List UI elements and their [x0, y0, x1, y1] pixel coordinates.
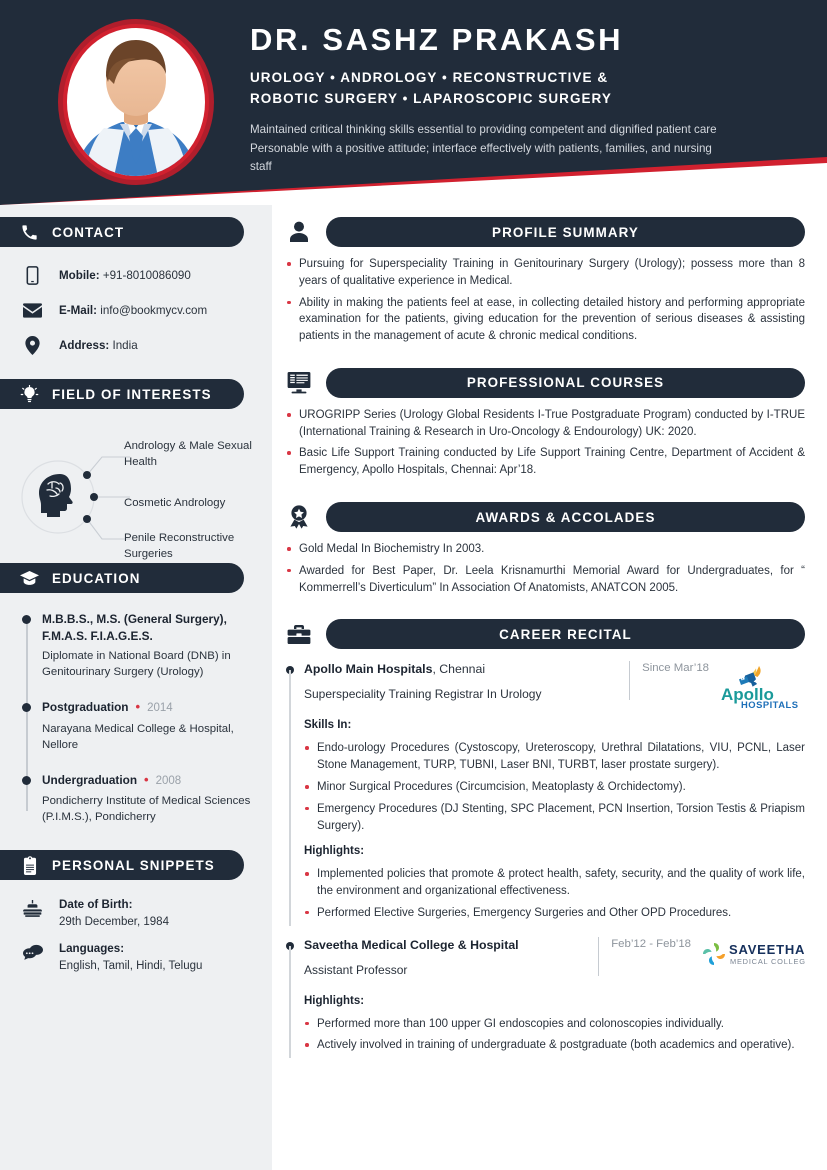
- briefcase-icon: [286, 621, 312, 647]
- career-entry: [286, 662, 805, 921]
- section-awards: [286, 502, 805, 532]
- personal-snippets-list: [22, 898, 272, 972]
- mobile-icon: [22, 266, 43, 285]
- header-summary: Maintained critical thinking skills essential to providing competent and dignified patient care Personable with a positive attitude; interface effectively with patients, families, and nursing staff: [250, 122, 717, 174]
- education-detail: Pondicherry Institute of Medical Sciences (P.I.M.S.), Pondicherry: [42, 794, 251, 824]
- education-item: [42, 699, 272, 752]
- career-entry-meta: [629, 661, 805, 714]
- monitor-document-icon: [286, 370, 312, 396]
- education-item: [42, 772, 272, 825]
- professional-courses-pill: [326, 368, 805, 398]
- dob-label: Date of Birth:: [59, 898, 133, 912]
- location-pin-icon: [22, 336, 43, 355]
- sidebar-contact-title: CONTACT: [52, 224, 125, 240]
- education-timeline: [22, 611, 272, 825]
- graduation-cap-icon: [20, 569, 39, 588]
- job-title: Assistant Professor: [304, 962, 408, 977]
- timeline-dot: [22, 615, 31, 624]
- dob-value: 29th December, 1984: [59, 916, 169, 929]
- clipboard-icon: [20, 856, 39, 875]
- employer-name: Apollo Main Hospitals, Chennai: [304, 662, 486, 677]
- awards-pill: [326, 502, 805, 532]
- career-recital-title: CAREER RECITAL: [499, 626, 632, 642]
- phone-icon: [20, 223, 39, 242]
- employer-name: Saveetha Medical College & Hospital: [304, 937, 519, 952]
- award-ribbon-icon: [286, 504, 312, 530]
- list-item: Minor Surgical Procedures (Circumcision, Meatoplasty & Orchidectomy).: [304, 779, 805, 796]
- body-columns: [0, 205, 827, 1170]
- brain-head-icon: [39, 474, 73, 517]
- timeline-dot: [22, 703, 31, 712]
- highlights-bullets: [304, 866, 805, 921]
- awards-bullets: [286, 541, 805, 596]
- list-item: Basic Life Support Training conducted by Life Support Training Centre, Department of Accident & Emergency, Apollo Hospitals, Chennai: Apr’18.: [286, 445, 805, 479]
- education-title: Postgraduation • 2014: [42, 699, 272, 716]
- list-item: Pursuing for Superspeciality Training in Genitourinary Surgery (Urology); possess more than 8 years of qualitative experience in Medical.: [286, 256, 805, 290]
- profile-summary-bullets: [286, 256, 805, 345]
- profile-summary-title: PROFILE SUMMARY: [492, 224, 639, 240]
- sidebar-section-contact: [0, 217, 244, 247]
- specialty-line-2: ROBOTIC SURGERY • LAPAROSCOPIC SURGERY: [250, 91, 612, 107]
- sidebar-interests-title: FIELD OF INTERESTS: [52, 386, 212, 402]
- sidebar-education-title: EDUCATION: [52, 570, 141, 586]
- list-item: Actively involved in training of undergraduate & postgraduate (both academics and operative).: [304, 1037, 805, 1054]
- awards-title: AWARDS & ACCOLADES: [475, 509, 656, 525]
- main-content: [272, 205, 827, 1170]
- resume-header: [0, 0, 827, 205]
- list-item: UROGRIPP Series (Urology Global Residents I-True Postgraduate Program) conducted by I-TRUE (International Training & Research in Uro-Oncology & Endourology) UK: 2020.: [286, 407, 805, 441]
- contact-row-mobile: [22, 266, 272, 285]
- education-year-separator: •: [144, 771, 149, 787]
- person-icon: [286, 219, 312, 245]
- education-detail: Diplomate in National Board (DNB) in Genitourinary Surgery (Urology): [42, 650, 231, 679]
- list-item: Gold Medal In Biochemistry In 2003.: [286, 541, 805, 558]
- envelope-icon: [22, 303, 43, 318]
- list-item: Performed more than 100 upper GI endoscopies and colonoscopies individually.: [304, 1016, 805, 1033]
- list-item: Ability in making the patients feel at ease, in collecting detailed history and performing appropriate examination for the patients, giving education for the prevention of serious diseases & assisting patients in the management of acute & chronic medical conditions.: [286, 295, 805, 345]
- contact-list: [22, 266, 272, 355]
- section-career-recital: [286, 619, 805, 649]
- header-text-block: [250, 22, 807, 177]
- career-entry: [286, 938, 805, 1055]
- highlights-bullets: [304, 1016, 805, 1055]
- list-item: Performed Elective Surgeries, Emergency Surgeries and Other OPD Procedures.: [304, 905, 805, 922]
- education-title: Undergraduation • 2008: [42, 772, 272, 789]
- list-item: Endo-urology Procedures (Cystoscopy, Ureteroscopy, Urethral Dilatations, VIU, PCNL, Laser Stone Management, TURP, TUBNI, Laser BNI, TURBT, laser prostate surgery).: [304, 740, 805, 774]
- sidebar-section-education: [0, 563, 244, 593]
- sidebar-personal-title: PERSONAL SNIPPETS: [52, 857, 215, 873]
- timeline-dot: [22, 776, 31, 785]
- highlights-label: Highlights:: [304, 994, 365, 1007]
- education-year: 2014: [147, 702, 173, 715]
- career-timeline-line: [289, 946, 291, 1059]
- languages-label: Languages:: [59, 942, 125, 956]
- sidebar-section-interests: [0, 379, 244, 409]
- education-year: 2008: [155, 774, 182, 787]
- career-entry-header: [304, 938, 805, 984]
- contact-row-email: [22, 303, 272, 318]
- svg-text:HOSPITALS: HOSPITALS: [741, 699, 799, 710]
- list-item: Emergency Procedures (DJ Stenting, SPC Placement, PCN Insertion, Torsion Testis & Priapism Surgery).: [304, 801, 805, 835]
- field-of-interests-diagram: [0, 423, 272, 563]
- apollo-hospitals-logo: [719, 661, 805, 714]
- personal-row-languages: [22, 942, 272, 972]
- interest-item-2: Cosmetic Andrology: [124, 497, 226, 509]
- page-title: DR. SASHZ PRAKASH: [250, 22, 624, 57]
- career-entry-meta: [598, 937, 805, 978]
- education-year-separator: •: [135, 699, 141, 715]
- education-item: [42, 611, 272, 680]
- highlights-label: Highlights:: [304, 845, 365, 858]
- profile-summary-pill: [326, 217, 805, 247]
- sidebar-section-personal: [0, 850, 244, 880]
- avatar: [52, 18, 220, 186]
- professional-courses-title: PROFESSIONAL COURSES: [466, 375, 665, 391]
- employment-dates: Since Mar’18: [629, 661, 709, 700]
- career-recital-pill: [326, 619, 805, 649]
- contact-mobile-text: Mobile: +91-8010086090: [59, 269, 191, 282]
- contact-email-text: E-Mail: info@bookmycv.com: [59, 304, 208, 317]
- lightbulb-icon: [20, 385, 39, 404]
- career-entry-header: [304, 662, 805, 708]
- section-profile-summary: [286, 217, 805, 247]
- personal-row-dob: [22, 898, 272, 928]
- career-timeline-line: [289, 670, 291, 925]
- interest-item-1: Andrology & Male Sexual Health: [124, 440, 252, 468]
- svg-text:MEDICAL COLLEGE: MEDICAL COLLEGE: [730, 956, 805, 966]
- education-title: M.B.B.S., M.S. (General Surgery), F.M.A.S. F.I.A.G.E.S.: [42, 612, 227, 643]
- languages-value: English, Tamil, Hindi, Telugu: [59, 960, 203, 973]
- list-item: Implemented policies that promote & protect health, safety, security, and the quality of work life, the environment and organizational effectiveness.: [304, 866, 805, 900]
- section-professional-courses: [286, 368, 805, 398]
- education-detail: Narayana Medical College & Hospital, Nellore: [42, 722, 234, 751]
- speech-bubble-icon: [22, 942, 43, 972]
- saveetha-medical-college-logo: [701, 937, 805, 978]
- professional-courses-bullets: [286, 407, 805, 479]
- svg-text:Apollo: Apollo: [721, 685, 774, 705]
- sidebar: [0, 205, 272, 1170]
- contact-row-address: [22, 336, 272, 355]
- skills-bullets: [304, 740, 805, 834]
- list-item: Awarded for Best Paper, Dr. Leela Krisnamurthi Memorial Award for Undergraduates, for “ Kommerrell’s Diverticulum” In Association Of Anatomists, ANATCON 2005.: [286, 563, 805, 597]
- cake-icon: [22, 898, 43, 928]
- contact-address-text: Address: India: [59, 339, 138, 352]
- interest-item-3: Penile Reconstructive Surgeries: [124, 532, 235, 560]
- employment-dates: Feb’12 - Feb’18: [598, 937, 691, 976]
- skills-label: Skills In:: [304, 719, 352, 732]
- specialty-line-1: UROLOGY • ANDROLOGY • RECONSTRUCTIVE &: [250, 69, 609, 85]
- job-title: Superspeciality Training Registrar In Urology: [304, 687, 542, 702]
- svg-text:SAVEETHA: SAVEETHA: [729, 941, 805, 957]
